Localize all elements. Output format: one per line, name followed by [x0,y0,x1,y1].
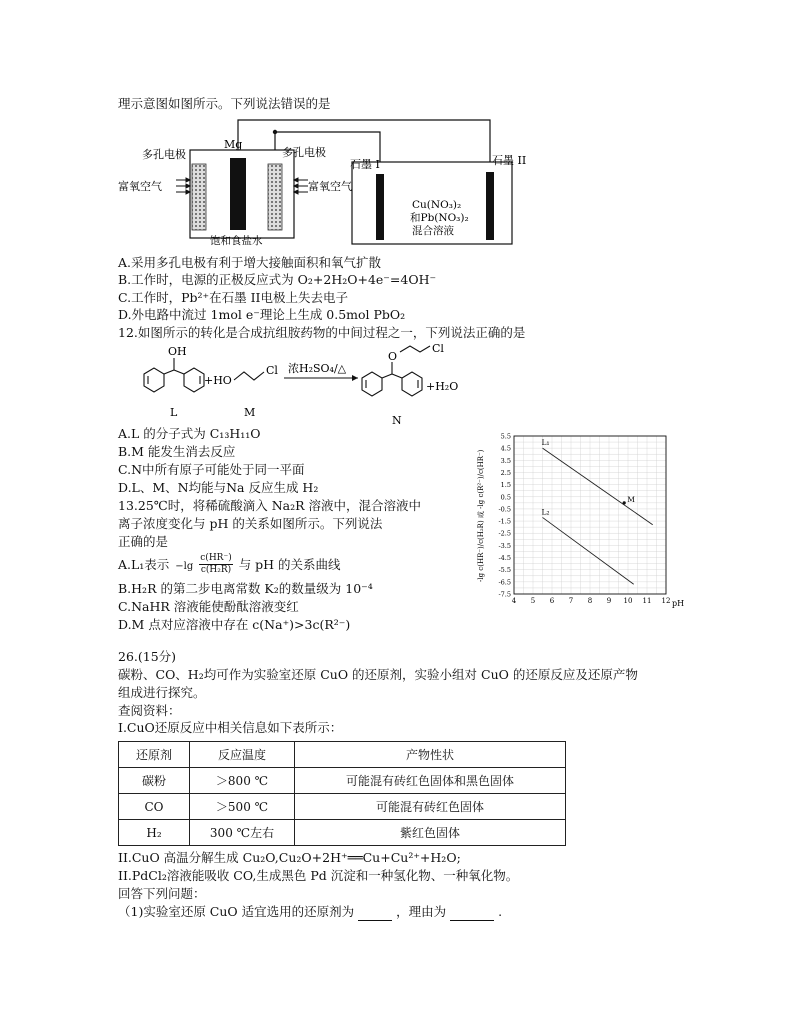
label-graphite-2: 石墨 II [492,154,527,167]
y-tick-label: -7.5 [498,590,511,599]
series-label-1: L₁ [541,438,550,448]
answer-blank-reason[interactable] [450,904,494,921]
l-oh: OH [168,345,187,358]
y-tick-label: -3.5 [498,541,511,550]
table-cell: 碳粉 [119,768,190,794]
q13-stem-1: 13.25℃时，将稀硫酸滴入 Na₂R 溶液中，混合溶液中 [118,498,422,513]
q26-info-ii: II.CuO 高温分解生成 Cu₂O,Cu₂O+2H⁺══Cu+Cu²⁺+H₂O; [118,850,461,865]
q13-stem-3: 正确的是 [118,534,169,549]
air-arrows-left [176,178,190,194]
reducer-table [118,741,566,846]
x-tick-label: 10 [623,597,633,605]
table-cell: CO [119,794,190,820]
q12-stem: 12.如图所示的转化是合成抗组胺药物的中间过程之一，下列说法正确的是 [118,325,526,340]
label-l: L [170,406,178,419]
q13-option-c: C.NaHR 溶液能使酚酞溶液变红 [118,599,299,614]
y-tick-label: -1.5 [498,517,511,526]
y-tick-label: -6.5 [498,578,511,587]
q13-a-den: c(H₂R) [200,565,232,575]
label-sol-3: 混合溶液 [412,225,454,237]
label-sol-2: 和Pb(NO₃)₂ [410,212,469,224]
q13-option-b: B.H₂R 的第二步电离常数 K₂的数量级为 10⁻⁴ [118,581,373,596]
series-label-2: L₂ [541,507,550,517]
q12-option-c: C.N中所有原子可能处于同一平面 [118,462,305,477]
junction [273,130,277,134]
table-cell: 紫红色固体 [295,820,566,846]
mg-electrode [230,158,246,230]
q11-option-a: A.采用多孔电极有利于增大接触面积和氧气扩散 [118,255,382,270]
table-cell: 可能混有砖红色固体 [295,794,566,820]
point-m [623,501,626,504]
q12-option-b: B.M 能发生消去反应 [118,444,236,459]
plus-ho: +HO [204,374,232,387]
table-header: 还原剂 [119,742,190,768]
q13-a-prefix: A.L₁表示 [118,557,170,572]
answer-blank-reducer[interactable] [358,904,392,921]
x-tick-label: 5 [530,597,536,605]
q26-question-1 [118,904,502,921]
q13-a-lg: −lg [175,561,194,572]
table-cell: H₂ [119,820,190,846]
q13-stem-2: 离子浓度变化与 pH 的关系如图所示。下列说法 [118,516,383,531]
q1-text-c: . [498,904,503,919]
series-line-2 [543,517,634,584]
q26-p2: 组成进行探究。 [118,685,206,700]
plus-h2o: +H₂O [426,380,459,393]
q26-answer-heading: 回答下列问题： [118,886,206,901]
n-o: O [388,350,398,363]
table-cell: 300 ℃左右 [190,820,295,846]
table-row [119,768,566,794]
chart-x-ticks [512,597,671,605]
table-header: 反应温度 [190,742,295,768]
label-m: M [244,406,256,419]
q11-intro: 理示意图如图所示。下列说法错误的是 [118,96,331,111]
x-tick-label: 7 [568,597,574,605]
y-tick-label: 1.5 [500,481,511,490]
q26-ref: 查阅资料： [118,703,181,718]
y-tick-label: 0.5 [500,493,511,502]
x-tick-label: 9 [606,597,612,605]
chart-series [542,438,653,584]
reaction-scheme [130,344,490,426]
series-line-1 [543,448,653,525]
q13-a-suffix: 与 pH 的关系曲线 [238,557,341,572]
q13-a-fraction [199,553,232,576]
x-tick-label: 12 [661,597,671,605]
x-tick-label: 11 [642,597,652,605]
table-cell: ＞800 ℃ [190,768,295,794]
q13-option-a [118,553,341,579]
point-m-label: M [627,494,635,504]
y-tick-label: -5.5 [498,566,511,575]
x-tick-label: 4 [511,597,517,605]
q11-option-d: D.外电路中流过 1mol e⁻理论上生成 0.5mol PbO₂ [118,307,406,322]
table-cell: 可能混有砖红色固体和黑色固体 [295,768,566,794]
q26-info-i: I.CuO还原反应中相关信息如下表所示： [118,720,343,735]
electrolysis-diagram [118,116,538,250]
y-tick-label: 5.5 [500,432,511,441]
m-cl: Cl [266,364,278,377]
label-brine: 饱和食盐水 [210,235,263,247]
label-mg: Mg [224,138,243,151]
label-sol-1: Cu(NO₃)₂ [412,199,462,211]
chart-grid [514,436,666,594]
y-tick-label: -0.5 [498,505,511,514]
molecule-l [144,358,204,392]
x-tick-label: 6 [549,597,555,605]
q1-text-b: ，理由为 [396,904,447,919]
table-header: 产物性状 [295,742,566,768]
q12-option-a: A.L 的分子式为 C₁₃H₁₁O [118,426,261,441]
q11-option-b: B.工作时，电源的正极反应式为 O₂+2H₂O+4e⁻=4OH⁻ [118,272,437,287]
graphite-2 [486,172,494,240]
molecule-m [234,372,264,380]
table-row [119,820,566,846]
label-porous-right: 多孔电极 [282,146,326,159]
air-arrows-right [294,178,308,194]
y-tick-label: 2.5 [500,468,511,477]
chart-ylabel: -lg c(HR⁻)/c(H₂R) 或 -lg c(R²⁻)/c(HR⁻) [477,449,485,582]
reagent: 浓H₂SO₄/△ [288,362,347,375]
x-tick-label: 8 [587,597,593,605]
q26-info-iii: II.PdCl₂溶液能吸收 CO,生成黑色 Pd 沉淀和一种氢化物、一种氧化物。 [118,868,519,883]
porous-electrode-left [192,164,206,230]
q1-text-a: （1)实验室还原 CuO 适宜选用的还原剂为 [118,904,355,919]
label-porous-left: 多孔电极 [142,148,186,161]
y-tick-label: 3.5 [500,456,511,465]
chart-y-ticks [498,433,511,599]
label-air-right: 富氧空气 [308,180,352,193]
table-row [119,794,566,820]
q13-option-d: D.M 点对应溶液中存在 c(Na⁺)>3c(R²⁻) [118,617,351,632]
label-n: N [392,414,402,426]
table-cell: ＞500 ℃ [190,794,295,820]
n-cl: Cl [432,344,444,355]
label-air-left: 富氧空气 [118,180,162,193]
porous-electrode-right [268,164,282,230]
y-tick-label: 4.5 [500,444,511,453]
q11-option-c: C.工作时，Pb²⁺在石墨 II电极上失去电子 [118,290,348,305]
q12-option-d: D.L、M、N均能与Na 反应生成 H₂ [118,480,319,495]
q26-title: 26.(15分) [118,649,177,664]
q26-p1: 碳粉、CO、H₂均可作为实验室还原 CuO 的还原剂，实验小组对 CuO 的还原反应及还原产物 [118,667,638,682]
label-graphite-1: 石墨 I [350,158,380,171]
chart-xlabel: pH [672,599,684,608]
ph-chart [474,422,684,610]
table-header-row [119,742,566,768]
y-tick-label: -2.5 [498,529,511,538]
graphite-1 [376,174,384,240]
y-tick-label: -4.5 [498,554,511,563]
q13-a-num: c(HR⁻) [200,553,232,563]
